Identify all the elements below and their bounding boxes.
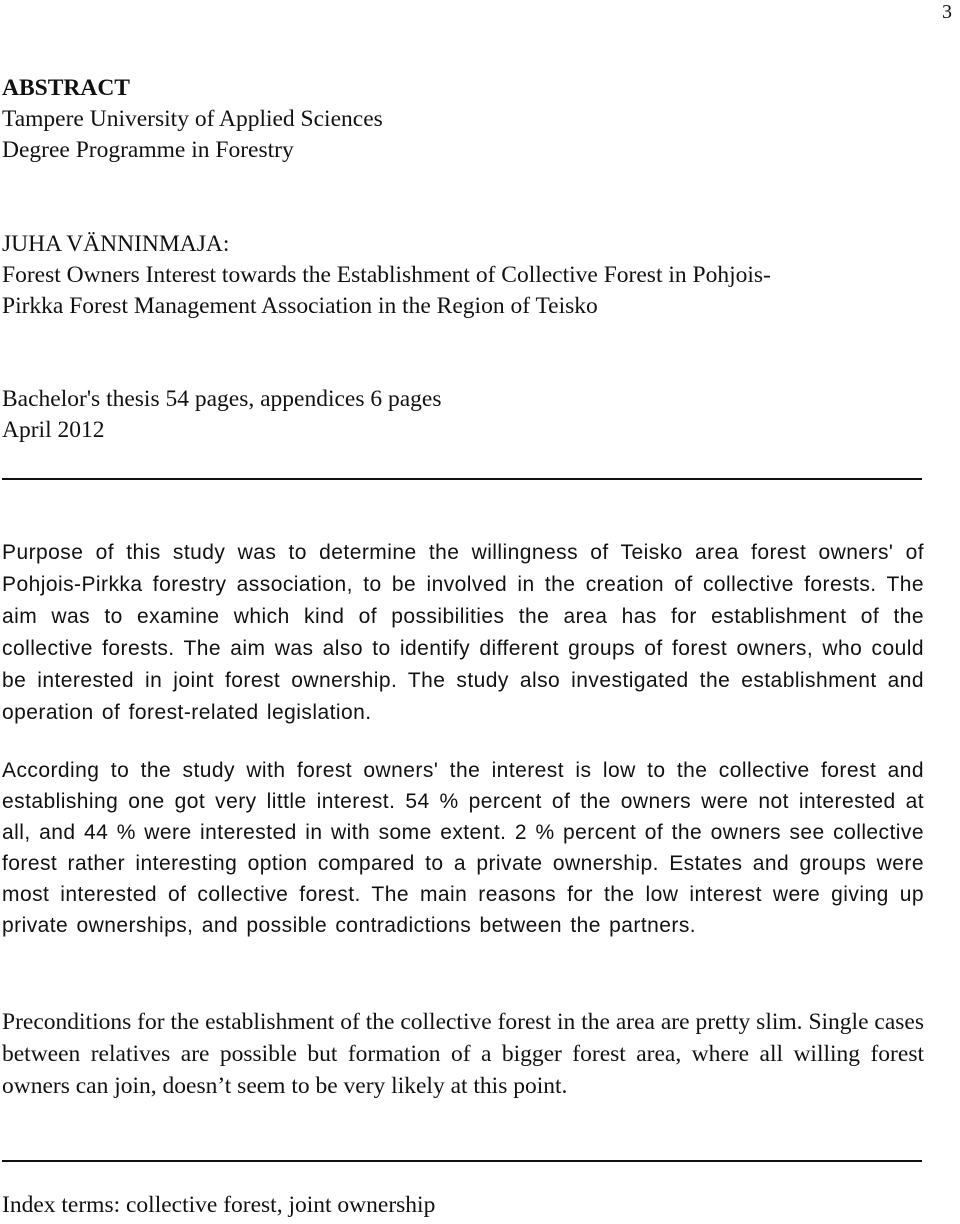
degree-programme: Degree Programme in Forestry [2,137,294,163]
divider-bottom [2,1160,922,1162]
thesis-title-block [2,229,932,322]
thesis-title-line-2: Pirkka Forest Management Association in the Region of Teisko [2,293,598,319]
thesis-title-line-1: Forest Owners Interest towards the Establishment of Collective Forest in Pohjois- [2,262,771,288]
thesis-meta [2,384,932,446]
thesis-date: April 2012 [2,417,105,443]
purpose-paragraph: Purpose of this study was to determine the willingness of Teisko area forest owners' of Pohjois-Pirkka forestry association, to be involved in the creation of collective forests. The aim was to examine which kind of possibilities the area has for establishment of the collective forests. The aim was also to identify different groups of forest owners, who could be interested in joint forest ownership. The study also investigated the establishment and operation of forest-related legislation. [2,541,924,724]
preconditions-paragraph: Preconditions for the establishment of the collective forest in the area are pretty slim. Single cases between relatives are possible but formation of a bigger forest area, where all willing forest owners can join, doesn’t seem to be very likely at this point. [2,1009,924,1099]
university-name: Tampere University of Applied Sciences [2,106,383,132]
index-terms: Index terms: collective forest, joint ownership [2,1192,436,1218]
thesis-pages: Bachelor's thesis 54 pages, appendices 6 pages [2,386,442,412]
divider-top [2,478,922,480]
page-number: 3 [942,1,952,23]
results-paragraph: According to the study with forest owners' the interest is low to the collective forest and establishing one got very little interest. 54 % percent of the owners were not interested at all, and 44 % were interested in with some extent. 2 % percent of the owners see collective forest rather interesting option compared to a private ownership. Estates and groups were most interested of collective forest. The main reasons for the low interest were giving up private ownerships, and possible contradictions between the partners. [2,759,924,937]
abstract-heading: ABSTRACT [2,75,130,101]
author-name: JUHA VÄNNINMAJA: [2,231,230,257]
abstract-header [2,73,932,166]
